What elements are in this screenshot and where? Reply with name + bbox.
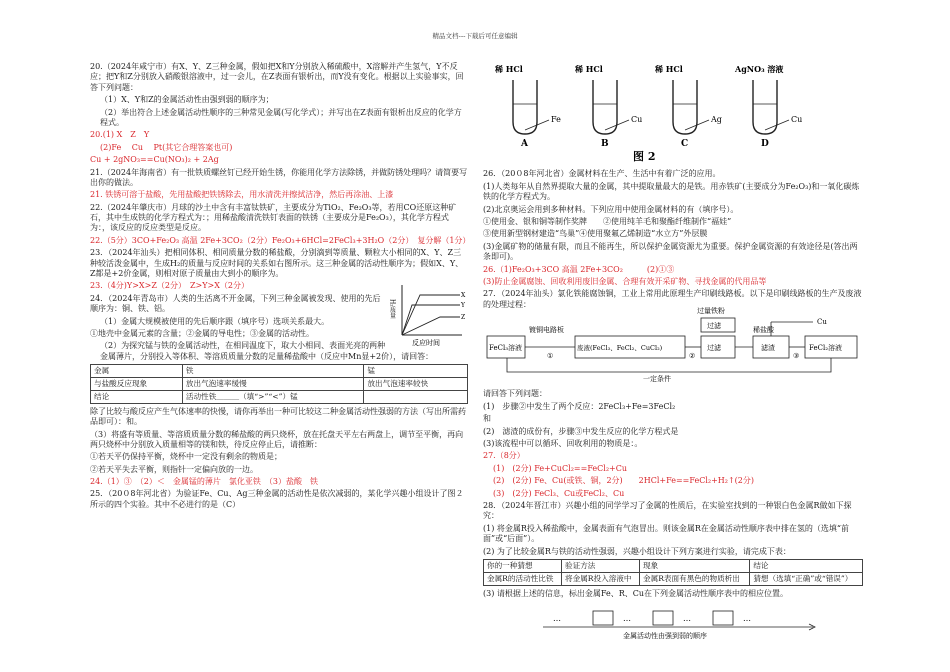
table-cell: 活动性铁＿＿＿（填“>”“<”）锰 [182,390,364,403]
paragraph: 请回答下列问题： [483,389,547,399]
tube-letter: B [601,139,609,149]
y-axis-label: H₂质量 [388,299,396,320]
table-cell: 结论 [91,390,183,403]
tube-letter: A [521,139,528,149]
flow-label: 过量铁粉 [697,307,725,316]
table-cell: 结论 [750,559,863,572]
paragraph: (1) (2分) Fe+CuCl₂==FeCl₂+Cu [493,463,628,473]
flow-box-label: 滤渣 [761,344,775,353]
left-column [90,62,471,512]
test-tube [753,80,777,134]
paragraph: (2) 为了比较金属R与铁的活动性强弱，兴趣小组设计下列方案进行实验，请完成下表： [483,546,791,556]
table-cell: 现象 [640,559,750,572]
paragraph: 24．（2024年青岛市）人类的生活离不开金属，下列三种金属被发现、使用的先后顺序为：铜、铁、铝。 [90,293,381,314]
tube-letter: C [681,139,689,149]
paragraph: 27.（8分） [483,451,525,461]
metal-label: Fe [551,115,561,124]
paragraph: 26.（1)Fe₂O₃+3CO 高温 2Fe+3CO₂ (2)①③ [483,264,675,274]
paragraph: 21. 铁锈可溶于盐酸，先用盐酸把铁锈除去，用水清洗并擦拭洁净，然后再涂油、上漆 [90,190,394,200]
tube-reagent-label: 稀 HCl [495,64,523,74]
paragraph: 28．（2024年晋江市）兴趣小组的同学学习了金属的性质后，在实验室找到的一种银白色金属R做如下探究： [483,500,852,521]
paragraph: Cu + 2gNO₃==Cu(NO₃)₂ + 2Ag [90,155,219,165]
flow-box-label: 过滤 [707,344,721,353]
page-header: 精品文档---下载后可任意编辑 [432,32,518,40]
paragraph: (1) 步骤②中发生了两个反应：2FeCl₃+Fe=3FeCl₂ [483,401,676,411]
paragraph: （3）将盛有等质量、等溶质质量分数的稀盐酸的两只烧杯，放在托盘天平左右两盘上，调节至平衡，再向两只烧杯中分别放入质量相等的镁和铁，待反应停止后，请推断： [90,429,464,449]
flow-box-label: FeCl₃溶液 [489,344,523,353]
tube-reagent-label: AgNO₃ 溶液 [735,64,784,74]
paragraph: 和 [483,414,491,424]
paragraph: (3)该流程中可以循环、回收利用的物质是：。 [483,439,643,449]
series-line [402,295,460,335]
paragraph: （1）X、Y和Z的金属活动性由强到弱的顺序为； [100,95,274,105]
table-cell: 金属R的活动性比铁 [484,572,562,585]
table-cell: 将金属R投入溶液中 [562,572,640,585]
table-row [91,390,468,403]
sequence-caption: 金属活动性由强到弱的顺序 [623,632,707,641]
figure-caption: 图 2 [633,150,656,163]
table-cell: 金属 [91,365,183,378]
paragraph: 20.（2024年咸宁市）有X、Y、Z三种金属，假如把X和Y分别放入稀硫酸中，X溶解并产生氢气，Y不反应；把Y和Z分别放入硝酸银溶液中，过一会儿，在Z表面有银析出，而Y没有变化。根据以上实验事实，回答下列问题： [90,62,464,92]
metal-label: Ag [711,115,722,124]
ellipsis: … [553,614,561,624]
paragraph: 26．（20０8年河北省）金属材料在生产、生活中有着广泛的应用。 [483,169,721,179]
paragraph: 20.(1) X Z Y [90,130,150,140]
ellipsis: … [623,614,631,624]
flow-box-label: 废液(FeCl₃、FeCl₂、CuCl₂) [577,344,663,353]
series-label: X [461,292,466,300]
metal-label: Cu [631,115,643,124]
recycle-line [507,358,831,372]
paragraph: (3)金属矿物的储量有限，而且不能再生，所以保护金属资源尤为重要。保护金属资源的有效途径是(答出两条即可)。 [483,241,858,262]
paragraph: （1）金属大规模被使用的先后顺序跟（填序号）选项关系最大。 [100,316,330,326]
paragraph: 25．（20０8年河北省）为验证Fe、Cu、Ag三种金属的活动性是依次减弱的，某化学兴趣小组设计了图２所示的四个实验。其中不必进行的是（C） [90,489,464,509]
paragraph: （2）举出符合上述金属活动性顺序的三种常见金属(写化学式）；并写出在Z表面有银析出反应的化学方程式。 [100,107,462,127]
table-cell: 你的一种猜想 [484,559,562,572]
answer-box [593,611,613,625]
x-axis-label: 反应时间 [412,339,440,348]
paragraph: 27．（2024年汕头）氯化铁能腐蚀铜，工业上常用此原理生产印刷线路板。以下是印刷线路板的生产及废液的处理过程： [483,289,862,309]
flow-label: 镀铜电路板 [529,326,564,335]
tube-letter: D [761,139,769,149]
paragraph: 23.（4分)Y>X>Z（2分） Z>Y>X（2分） [90,281,249,291]
paragraph: (2)北京奥运会用到多种材料。下列应用中使用金属材料的有（填序号）。 [483,204,739,214]
ellipsis: … [683,614,691,624]
paragraph: 22.（5分）3CO+Fe₂O₃ 高温 2Fe+3CO₂（2分）Fe₂O₃+6HCl=2FeCl₃+3H₂O（2分） 复分解（1分） [90,235,471,245]
paragraph: 23．（2024年汕头）把相同体积、相同质量分数的稀盐酸，分别滴到等质量、颗粒大小相同的X、Y、Z三种较活泼金属中，生成H₂的质量与反应时间的关系如右图所示。这三种金属的活动性顺序为；假如X、Y、Z都是+2价金属，则相对原子质量由大到小的顺序为。 [90,248,464,279]
step-number: ① [547,352,554,361]
paragraph: 22.（2024年肇庆市）月球的沙土中含有丰富钛铁矿，主要成分为TiO₂、Fe₂O₃等，若用CO还原这种矿石，其中生成铁的化学方程式为：；用稀盐酸清洗铁钉表面的铁锈（主要成分是Fe₂O₃），其化学方程式为：，该反应的反应类型是反应。 [90,202,457,233]
table-cell: 锰 [364,365,468,378]
series-line [402,317,460,335]
test-tube [673,80,697,134]
figure-2-test-tubes [483,62,863,162]
table-cell [364,390,468,403]
test-tube [513,80,537,134]
table-cell: 金属R表面有黑色的物质析出 [640,572,750,585]
table-row [484,572,863,585]
table-cell: 猜想（选填“正确”或“错误”） [750,572,863,585]
table-cell: 与盐酸反应现象 [91,378,183,391]
paragraph: 24.（1）③ （2）＜ 金属锰的薄片 氯化亚铁 （3）盐酸 铁 [90,477,318,487]
table-row [91,378,468,391]
test-tube [593,80,617,134]
tube-reagent-label: 稀 HCl [575,64,603,74]
paragraph: (3)防止金属腐蚀、回收利用废旧金属、合理有效开采矿物、寻找金属的代用品等 [483,276,767,286]
table-cell: 验证方法 [562,559,640,572]
flow-box-label: 过滤 [707,322,721,331]
paragraph: (3) (2分) FeCl₃、Cu或FeCl₂、Cu [493,488,625,498]
table-cell: 放出气泡速率缓慢 [182,378,364,391]
answer-box [713,611,733,625]
series-label: Z [461,314,466,322]
paragraph: ①地壳中金属元素的含量；②金属的导电性；③金属的活动性。 [90,328,314,338]
paragraph: ②若天平失去平衡，则指针一定偏向放的一边。 [90,464,258,474]
table-cell: 放出气泡速率较快 [364,378,468,391]
metal-r-experiment-table [483,559,863,586]
paragraph: （2）为探究锰与铁的金属活动性，在相同温度下，取大小相同、表面光亮的两种金属薄片，分别投入等体积、等溶质质量分数的足量稀盐酸中（反应中Mn显+2价），请回答： [100,341,434,361]
table-cell: 铁 [182,365,364,378]
table-row [91,365,468,378]
paragraph: ①若天平仍保持平衡，烧杯中一定没有剩余的物质是； [90,452,282,462]
paragraph: (1)人类每年从自然界提取大量的金属，其中提取量最大的是铁。用赤铁矿(主要成分为Fe₂O₃)和一氧化碳炼铁的化学方程式为。 [483,181,860,202]
series-label: Y [461,302,465,310]
question-28-3: (3) 请根据上述的信息，标出金属Fe、R、Cu在下列金属活动性顺序表中的相应位置。 [483,588,789,598]
flow-label: 稀盐酸 [753,326,774,335]
paragraph: (1) 将金属R投入稀盐酸中，金属表面有气泡冒出。则该金属R在金属活动性顺序表中排在氢的（选填“前面”或“后面”）。 [483,523,850,544]
right-column [483,62,863,644]
paragraph: (2)Fe Cu Pt(其它合理答案也可) [100,142,233,152]
ellipsis: … [743,614,751,624]
paragraph: ③使用新型钢材建造“鸟巢”④使用聚氟乙烯制造“水立方”外层膜 [483,229,708,239]
answer-box [653,611,673,625]
step-number: ③ [793,352,800,361]
paragraph: 除了比较与酸反应产生气体速率的快慢，请你再举出一种可比较这二种金属活动性强弱的方法（写出所需药品即可）：和。 [90,406,466,427]
flow-label: Cu [817,318,827,327]
paragraph: (2) (2分) Fe、Cu(或铁、铜，2分) 2HCl+Fe==FeCl₂+H₂↑(2分) [493,476,755,486]
paragraph: 21.（2024年海南省）有一批铁质螺丝钉已经开始生锈，你能用化学方法除锈，并做防锈处理吗？请简要写出你的做法。 [90,167,468,187]
manganese-iron-table [90,364,468,404]
pcb-waste-flowchart [483,307,863,384]
paragraph: (2) 滤渣的成份有，步骤③中发生反应的化学方程式是 [483,426,679,436]
step-number: ② [689,352,696,361]
activity-series-diagram [483,605,863,641]
paragraph: ①使用金、银和铜等制作奖牌 ②使用纯羊毛和聚酯纤维制作“福娃” [483,216,732,226]
table-row [484,559,863,572]
flow-box-label: FeCl₂溶液 [809,344,843,353]
reaction-time-graph [390,281,466,347]
metal-label: Cu [791,115,803,124]
flow-label: 一定条件 [643,375,671,384]
tube-reagent-label: 稀 HCl [655,64,683,74]
